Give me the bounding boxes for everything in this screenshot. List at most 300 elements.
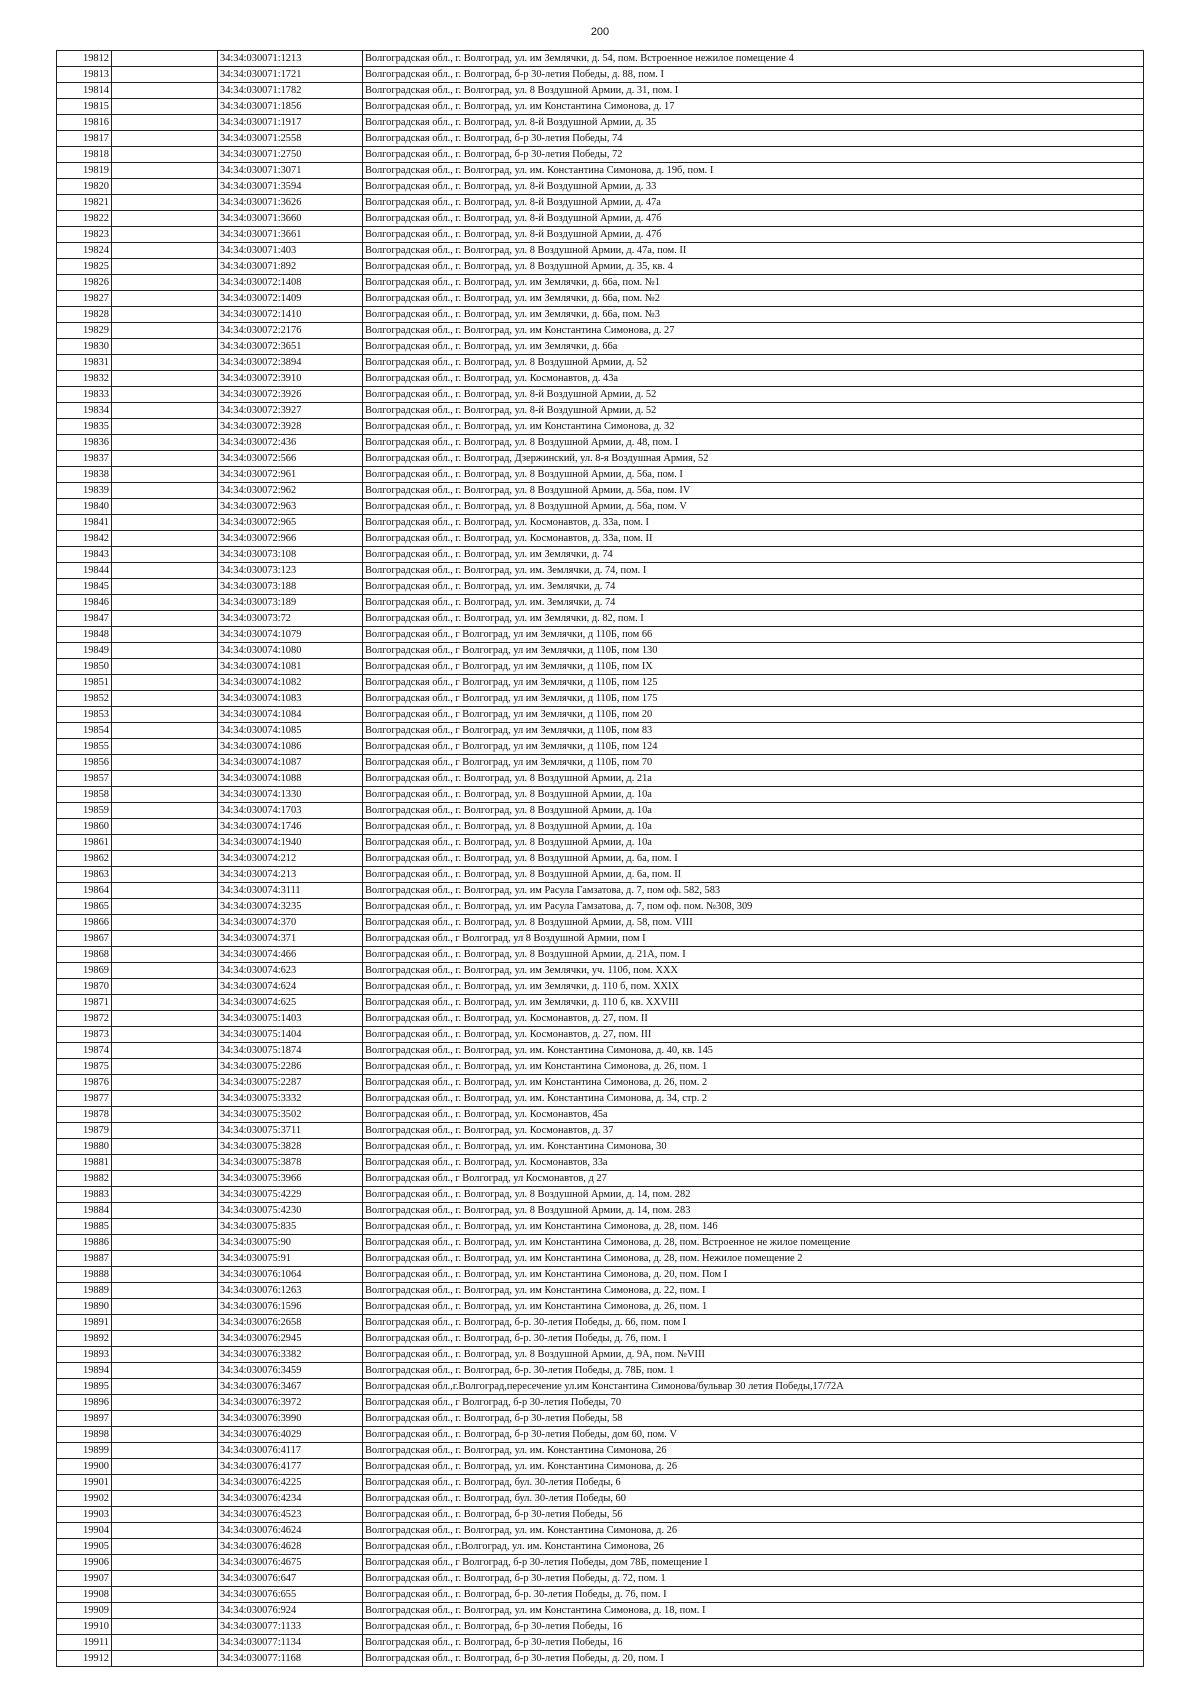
row-number-cell: 19846 [57, 595, 112, 611]
cadastral-number-cell: 34:34:030072:965 [218, 515, 363, 531]
cadastral-number-cell: 34:34:030074:1087 [218, 755, 363, 771]
table-row [57, 723, 1144, 739]
empty-cell [112, 339, 218, 355]
empty-cell [112, 323, 218, 339]
empty-cell [112, 419, 218, 435]
address-cell: Волгоградская обл., г. Волгоград, б-р. 30-летия Победы, д. 78Б, пом. 1 [363, 1363, 1144, 1379]
row-number-cell: 19903 [57, 1507, 112, 1523]
address-cell: Волгоградская обл., г. Волгоград, ул. им Землячки, д. 110 б, пом. XXIX [363, 979, 1144, 995]
empty-cell [112, 723, 218, 739]
table-row [57, 387, 1144, 403]
empty-cell [112, 355, 218, 371]
address-cell: Волгоградская обл., г. Волгоград, ул. им Землячки, д. 110 б, кв. XXVIII [363, 995, 1144, 1011]
table-row [57, 1155, 1144, 1171]
table-row [57, 1507, 1144, 1523]
table-row [57, 691, 1144, 707]
empty-cell [112, 1459, 218, 1475]
row-number-cell: 19885 [57, 1219, 112, 1235]
row-number-cell: 19860 [57, 819, 112, 835]
row-number-cell: 19855 [57, 739, 112, 755]
row-number-cell: 19819 [57, 163, 112, 179]
empty-cell [112, 883, 218, 899]
table-row [57, 1603, 1144, 1619]
address-cell: Волгоградская обл., г. Волгоград, ул. им Константина Симонова, д. 18, пом. I [363, 1603, 1144, 1619]
table-row [57, 1619, 1144, 1635]
empty-cell [112, 947, 218, 963]
cadastral-number-cell: 34:34:030075:4229 [218, 1187, 363, 1203]
address-cell: Волгоградская обл., г. Волгоград, ул. 8-й Воздушной Армии, д. 47а [363, 195, 1144, 211]
row-number-cell: 19817 [57, 131, 112, 147]
row-number-cell: 19864 [57, 883, 112, 899]
cadastral-number-cell: 34:34:030071:1856 [218, 99, 363, 115]
address-cell: Волгоградская обл., г. Волгоград, ул. 8 Воздушной Армии, д. 31, пом. I [363, 83, 1144, 99]
empty-cell [112, 451, 218, 467]
row-number-cell: 19866 [57, 915, 112, 931]
address-cell: Волгоградская обл., г. Волгоград, ул. 8 Воздушной Армии, д. 58, пом. VIII [363, 915, 1144, 931]
cadastral-number-cell: 34:34:030076:3467 [218, 1379, 363, 1395]
row-number-cell: 19844 [57, 563, 112, 579]
empty-cell [112, 1315, 218, 1331]
address-cell: Волгоградская обл., г. Волгоград, ул. им Землячки, д. 54, пом. Встроенное нежилое помещение 4 [363, 51, 1144, 67]
row-number-cell: 19814 [57, 83, 112, 99]
cadastral-number-cell: 34:34:030076:4523 [218, 1507, 363, 1523]
empty-cell [112, 1187, 218, 1203]
address-cell: Волгоградская обл., г Волгоград, ул им Землячки, д 110Б, пом 130 [363, 643, 1144, 659]
cadastral-number-cell: 34:34:030071:403 [218, 243, 363, 259]
row-number-cell: 19823 [57, 227, 112, 243]
table-row [57, 1651, 1144, 1667]
cadastral-number-cell: 34:34:030071:1782 [218, 83, 363, 99]
address-cell: Волгоградская обл., г. Волгоград, ул. им Землячки, д. 66а, пом. №2 [363, 291, 1144, 307]
address-cell: Волгоградская обл., г. Волгоград, ул. 8-й Воздушной Армии, д. 52 [363, 387, 1144, 403]
address-cell: Волгоградская обл., г. Волгоград, б-р 30-летия Победы, 16 [363, 1619, 1144, 1635]
table-row [57, 259, 1144, 275]
empty-cell [112, 227, 218, 243]
cadastral-number-cell: 34:34:030072:1409 [218, 291, 363, 307]
empty-cell [112, 483, 218, 499]
row-number-cell: 19872 [57, 1011, 112, 1027]
cadastral-number-cell: 34:34:030075:835 [218, 1219, 363, 1235]
table-row [57, 1331, 1144, 1347]
table-row [57, 1379, 1144, 1395]
empty-cell [112, 1443, 218, 1459]
cadastral-number-cell: 34:34:030072:963 [218, 499, 363, 515]
cadastral-number-cell: 34:34:030074:3235 [218, 899, 363, 915]
address-cell: Волгоградская обл., г. Волгоград, б-р 30-летия Победы, 16 [363, 1635, 1144, 1651]
row-number-cell: 19889 [57, 1283, 112, 1299]
cadastral-number-cell: 34:34:030076:3972 [218, 1395, 363, 1411]
cadastral-number-cell: 34:34:030071:2750 [218, 147, 363, 163]
address-cell: Волгоградская обл., г. Волгоград, б-р 30-летия Победы, 56 [363, 1507, 1144, 1523]
address-cell: Волгоградская обл., г. Волгоград, ул. 8 Воздушной Армии, д. 35, кв. 4 [363, 259, 1144, 275]
cadastral-number-cell: 34:34:030076:4675 [218, 1555, 363, 1571]
row-number-cell: 19820 [57, 179, 112, 195]
table-row [57, 1171, 1144, 1187]
table-row [57, 947, 1144, 963]
cadastral-number-cell: 34:34:030074:370 [218, 915, 363, 931]
cadastral-number-cell: 34:34:030074:371 [218, 931, 363, 947]
address-cell: Волгоградская обл., г. Волгоград, ул. 8 Воздушной Армии, д. 21А, пом. I [363, 947, 1144, 963]
empty-cell [112, 595, 218, 611]
cadastral-number-cell: 34:34:030076:924 [218, 1603, 363, 1619]
table-row [57, 755, 1144, 771]
table-row [57, 1635, 1144, 1651]
table-row [57, 1283, 1144, 1299]
empty-cell [112, 1635, 218, 1651]
row-number-cell: 19890 [57, 1299, 112, 1315]
table-row [57, 163, 1144, 179]
cadastral-number-cell: 34:34:030074:1330 [218, 787, 363, 803]
row-number-cell: 19886 [57, 1235, 112, 1251]
cadastral-number-cell: 34:34:030075:3332 [218, 1091, 363, 1107]
row-number-cell: 19874 [57, 1043, 112, 1059]
cadastral-number-cell: 34:34:030073:188 [218, 579, 363, 595]
cadastral-number-cell: 34:34:030075:1403 [218, 1011, 363, 1027]
address-cell: Волгоградская обл., г. Волгоград, ул. им. Константина Симонова, д. 26 [363, 1523, 1144, 1539]
empty-cell [112, 835, 218, 851]
row-number-cell: 19821 [57, 195, 112, 211]
empty-cell [112, 211, 218, 227]
address-cell: Волгоградская обл., г. Волгоград, ул. 8 Воздушной Армии, д. 56а, пом. I [363, 467, 1144, 483]
table-row [57, 1027, 1144, 1043]
table-row [57, 1427, 1144, 1443]
address-cell: Волгоградская обл., г. Волгоград, ул. 8 Воздушной Армии, д. 10а [363, 835, 1144, 851]
address-cell: Волгоградская обл., г. Волгоград, ул. им Константина Симонова, д. 26, пом. 2 [363, 1075, 1144, 1091]
table-row [57, 787, 1144, 803]
row-number-cell: 19848 [57, 627, 112, 643]
table-row [57, 915, 1144, 931]
cadastral-number-cell: 34:34:030074:1088 [218, 771, 363, 787]
table-row [57, 835, 1144, 851]
empty-cell [112, 1491, 218, 1507]
row-number-cell: 19847 [57, 611, 112, 627]
empty-cell [112, 1043, 218, 1059]
empty-cell [112, 755, 218, 771]
empty-cell [112, 1219, 218, 1235]
row-number-cell: 19852 [57, 691, 112, 707]
table-row [57, 707, 1144, 723]
row-number-cell: 19868 [57, 947, 112, 963]
table-row [57, 483, 1144, 499]
table-row [57, 1011, 1144, 1027]
cadastral-number-cell: 34:34:030072:961 [218, 467, 363, 483]
address-cell: Волгоградская обл., г. Волгоград, б-р 30-летия Победы, 74 [363, 131, 1144, 147]
row-number-cell: 19884 [57, 1203, 112, 1219]
cadastral-number-cell: 34:34:030076:3990 [218, 1411, 363, 1427]
address-cell: Волгоградская обл., г. Волгоград, ул. им Константина Симонова, д. 22, пом. I [363, 1283, 1144, 1299]
row-number-cell: 19863 [57, 867, 112, 883]
cadastral-number-cell: 34:34:030073:72 [218, 611, 363, 627]
table-row [57, 531, 1144, 547]
empty-cell [112, 1523, 218, 1539]
row-number-cell: 19901 [57, 1475, 112, 1491]
address-cell: Волгоградская обл., г. Волгоград, б-р 30-летия Победы, д. 88, пом. I [363, 67, 1144, 83]
cadastral-number-cell: 34:34:030074:623 [218, 963, 363, 979]
table-row [57, 195, 1144, 211]
address-cell: Волгоградская обл., г. Волгоград, Дзержинский, ул. 8-я Воздушная Армия, 52 [363, 451, 1144, 467]
address-cell: Волгоградская обл., г. Волгоград, б-р 30-летия Победы, 58 [363, 1411, 1144, 1427]
table-row [57, 1395, 1144, 1411]
empty-cell [112, 1475, 218, 1491]
empty-cell [112, 931, 218, 947]
address-cell: Волгоградская обл., г. Волгоград, ул. им Константина Симонова, д. 27 [363, 323, 1144, 339]
row-number-cell: 19881 [57, 1155, 112, 1171]
table-row [57, 451, 1144, 467]
table-row [57, 115, 1144, 131]
table-row [57, 1475, 1144, 1491]
table-row [57, 675, 1144, 691]
cadastral-number-cell: 34:34:030076:3382 [218, 1347, 363, 1363]
row-number-cell: 19907 [57, 1571, 112, 1587]
empty-cell [112, 1347, 218, 1363]
empty-cell [112, 1139, 218, 1155]
row-number-cell: 19833 [57, 387, 112, 403]
empty-cell [112, 547, 218, 563]
row-number-cell: 19839 [57, 483, 112, 499]
empty-cell [112, 1027, 218, 1043]
address-cell: Волгоградская обл., г. Волгоград, ул. Космонавтов, д. 37 [363, 1123, 1144, 1139]
table-row [57, 435, 1144, 451]
empty-cell [112, 275, 218, 291]
empty-cell [112, 1507, 218, 1523]
empty-cell [112, 787, 218, 803]
empty-cell [112, 1331, 218, 1347]
address-cell: Волгоградская обл., г Волгоград, ул им Землячки, д 110Б, пом 70 [363, 755, 1144, 771]
table-row [57, 51, 1144, 67]
table-row [57, 819, 1144, 835]
address-cell: Волгоградская обл., г. Волгоград, бул. 30-летия Победы, 6 [363, 1475, 1144, 1491]
table-row [57, 467, 1144, 483]
cadastral-number-cell: 34:34:030075:1874 [218, 1043, 363, 1059]
address-cell: Волгоградская обл., г. Волгоград, ул. 8 Воздушной Армии, д. 10а [363, 787, 1144, 803]
empty-cell [112, 771, 218, 787]
table-row [57, 627, 1144, 643]
row-number-cell: 19869 [57, 963, 112, 979]
address-cell: Волгоградская обл., г Волгоград, ул Космонавтов, д 27 [363, 1171, 1144, 1187]
row-number-cell: 19853 [57, 707, 112, 723]
empty-cell [112, 291, 218, 307]
row-number-cell: 19815 [57, 99, 112, 115]
row-number-cell: 19851 [57, 675, 112, 691]
empty-cell [112, 403, 218, 419]
table-row [57, 339, 1144, 355]
table-row [57, 1123, 1144, 1139]
row-number-cell: 19882 [57, 1171, 112, 1187]
address-cell: Волгоградская обл., г. Волгоград, ул. им Расула Гамзатова, д. 7, пом оф. пом. №308, 309 [363, 899, 1144, 915]
row-number-cell: 19871 [57, 995, 112, 1011]
address-cell: Волгоградская обл., г. Волгоград, б-р 30-летия Победы, 72 [363, 147, 1144, 163]
empty-cell [112, 1603, 218, 1619]
row-number-cell: 19895 [57, 1379, 112, 1395]
empty-cell [112, 147, 218, 163]
address-cell: Волгоградская обл., г. Волгоград, ул. им Константина Симонова, д. 28, пом. Нежилое помещение 2 [363, 1251, 1144, 1267]
address-cell: Волгоградская обл., г. Волгоград, ул. им Землячки, д. 82, пом. I [363, 611, 1144, 627]
cadastral-number-cell: 34:34:030072:1410 [218, 307, 363, 323]
cadastral-number-cell: 34:34:030074:1703 [218, 803, 363, 819]
empty-cell [112, 643, 218, 659]
row-number-cell: 19888 [57, 1267, 112, 1283]
empty-cell [112, 995, 218, 1011]
row-number-cell: 19843 [57, 547, 112, 563]
cadastral-number-cell: 34:34:030072:566 [218, 451, 363, 467]
empty-cell [112, 1251, 218, 1267]
table-row [57, 1107, 1144, 1123]
empty-cell [112, 867, 218, 883]
table-row [57, 611, 1144, 627]
address-cell: Волгоградская обл., г. Волгоград, ул. 8 Воздушной Армии, д. 47а, пом. II [363, 243, 1144, 259]
cadastral-number-cell: 34:34:030071:3594 [218, 179, 363, 195]
cadastral-number-cell: 34:34:030072:1408 [218, 275, 363, 291]
row-number-cell: 19877 [57, 1091, 112, 1107]
address-cell: Волгоградская обл., г. Волгоград, ул. Космонавтов, 45а [363, 1107, 1144, 1123]
address-cell: Волгоградская обл., г. Волгоград, ул. им. Землячки, д. 74 [363, 595, 1144, 611]
address-cell: Волгоградская обл., г Волгоград, ул им Землячки, д 110Б, пом 20 [363, 707, 1144, 723]
row-number-cell: 19837 [57, 451, 112, 467]
cadastral-number-cell: 34:34:030071:2558 [218, 131, 363, 147]
empty-cell [112, 1011, 218, 1027]
empty-cell [112, 691, 218, 707]
row-number-cell: 19896 [57, 1395, 112, 1411]
cadastral-number-cell: 34:34:030072:2176 [218, 323, 363, 339]
row-number-cell: 19912 [57, 1651, 112, 1667]
cadastral-number-cell: 34:34:030075:2286 [218, 1059, 363, 1075]
empty-cell [112, 115, 218, 131]
empty-cell [112, 515, 218, 531]
empty-cell [112, 563, 218, 579]
table-row [57, 1523, 1144, 1539]
address-cell: Волгоградская обл., г Волгоград, ул 8 Воздушной Армии, пом I [363, 931, 1144, 947]
empty-cell [112, 67, 218, 83]
address-cell: Волгоградская обл., г. Волгоград, ул. 8-й Воздушной Армии, д. 47б [363, 211, 1144, 227]
table-row [57, 275, 1144, 291]
cadastral-number-cell: 34:34:030074:1085 [218, 723, 363, 739]
row-number-cell: 19862 [57, 851, 112, 867]
empty-cell [112, 739, 218, 755]
table-row [57, 1235, 1144, 1251]
cadastral-number-cell: 34:34:030075:3966 [218, 1171, 363, 1187]
cadastral-number-cell: 34:34:030073:189 [218, 595, 363, 611]
table-row [57, 499, 1144, 515]
table-row [57, 1267, 1144, 1283]
empty-cell [112, 131, 218, 147]
empty-cell [112, 499, 218, 515]
address-cell: Волгоградская обл., г. Волгоград, ул. 8 Воздушной Армии, д. 56а, пом. V [363, 499, 1144, 515]
table-row [57, 851, 1144, 867]
row-number-cell: 19856 [57, 755, 112, 771]
address-cell: Волгоградская обл., г Волгоград, ул им Землячки, д 110Б, пом 66 [363, 627, 1144, 643]
empty-cell [112, 963, 218, 979]
cadastral-number-cell: 34:34:030074:213 [218, 867, 363, 883]
row-number-cell: 19909 [57, 1603, 112, 1619]
table-row [57, 1203, 1144, 1219]
row-number-cell: 19829 [57, 323, 112, 339]
row-number-cell: 19875 [57, 1059, 112, 1075]
cadastral-number-cell: 34:34:030075:3502 [218, 1107, 363, 1123]
row-number-cell: 19842 [57, 531, 112, 547]
row-number-cell: 19880 [57, 1139, 112, 1155]
cadastral-number-cell: 34:34:030072:3926 [218, 387, 363, 403]
address-cell: Волгоградская обл., г. Волгоград, ул. им. Землячки, д. 74, пом. I [363, 563, 1144, 579]
empty-cell [112, 1363, 218, 1379]
cadastral-number-cell: 34:34:030076:1263 [218, 1283, 363, 1299]
table-row [57, 579, 1144, 595]
cadastral-number-cell: 34:34:030075:90 [218, 1235, 363, 1251]
address-cell: Волгоградская обл., г Волгоград, ул им Землячки, д 110Б, пом 124 [363, 739, 1144, 755]
table-row [57, 1219, 1144, 1235]
address-cell: Волгоградская обл., г. Волгоград, ул. им Константина Симонова, д. 17 [363, 99, 1144, 115]
cadastral-number-cell: 34:34:030076:3459 [218, 1363, 363, 1379]
row-number-cell: 19824 [57, 243, 112, 259]
table-row [57, 1187, 1144, 1203]
row-number-cell: 19878 [57, 1107, 112, 1123]
cadastral-number-cell: 34:34:030076:4225 [218, 1475, 363, 1491]
empty-cell [112, 707, 218, 723]
address-cell: Волгоградская обл., г. Волгоград, ул. 8-й Воздушной Армии, д. 47б [363, 227, 1144, 243]
table-row [57, 867, 1144, 883]
row-number-cell: 19906 [57, 1555, 112, 1571]
row-number-cell: 19818 [57, 147, 112, 163]
table-row [57, 1043, 1144, 1059]
table-row [57, 1139, 1144, 1155]
registry-table-body [57, 51, 1144, 1667]
row-number-cell: 19905 [57, 1539, 112, 1555]
cadastral-number-cell: 34:34:030075:1404 [218, 1027, 363, 1043]
table-row [57, 243, 1144, 259]
table-row [57, 1539, 1144, 1555]
table-row [57, 659, 1144, 675]
empty-cell [112, 659, 218, 675]
address-cell: Волгоградская обл., г. Волгоград, ул. 8-й Воздушной Армии, д. 35 [363, 115, 1144, 131]
row-number-cell: 19891 [57, 1315, 112, 1331]
table-row [57, 1411, 1144, 1427]
empty-cell [112, 1075, 218, 1091]
address-cell: Волгоградская обл., г. Волгоград, ул. им. Константина Симонова, д. 26 [363, 1459, 1144, 1475]
address-cell: Волгоградская обл., г. Волгоград, б-р. 30-летия Победы, д. 76, пом. I [363, 1331, 1144, 1347]
cadastral-number-cell: 34:34:030073:123 [218, 563, 363, 579]
cadastral-number-cell: 34:34:030072:436 [218, 435, 363, 451]
cadastral-number-cell: 34:34:030074:624 [218, 979, 363, 995]
table-row [57, 563, 1144, 579]
cadastral-number-cell: 34:34:030076:2658 [218, 1315, 363, 1331]
cadastral-number-cell: 34:34:030074:1086 [218, 739, 363, 755]
cadastral-number-cell: 34:34:030074:625 [218, 995, 363, 1011]
address-cell: Волгоградская обл., г. Волгоград, ул. 8 Воздушной Армии, д. 6а, пом. II [363, 867, 1144, 883]
row-number-cell: 19822 [57, 211, 112, 227]
address-cell: Волгоградская обл., г. Волгоград, ул. им Расула Гамзатова, д. 7, пом оф. 582, 583 [363, 883, 1144, 899]
empty-cell [112, 1411, 218, 1427]
empty-cell [112, 307, 218, 323]
table-row [57, 771, 1144, 787]
address-cell: Волгоградская обл., г. Волгоград, ул. 8 Воздушной Армии, д. 14, пом. 283 [363, 1203, 1144, 1219]
table-row [57, 1571, 1144, 1587]
empty-cell [112, 163, 218, 179]
cadastral-number-cell: 34:34:030074:1083 [218, 691, 363, 707]
row-number-cell: 19812 [57, 51, 112, 67]
cadastral-number-cell: 34:34:030072:3910 [218, 371, 363, 387]
row-number-cell: 19876 [57, 1075, 112, 1091]
empty-cell [112, 675, 218, 691]
row-number-cell: 19857 [57, 771, 112, 787]
table-row [57, 931, 1144, 947]
row-number-cell: 19910 [57, 1619, 112, 1635]
row-number-cell: 19870 [57, 979, 112, 995]
cadastral-number-cell: 34:34:030071:3661 [218, 227, 363, 243]
cadastral-number-cell: 34:34:030075:3711 [218, 1123, 363, 1139]
empty-cell [112, 387, 218, 403]
table-row [57, 1555, 1144, 1571]
cadastral-number-cell: 34:34:030076:655 [218, 1587, 363, 1603]
cadastral-number-cell: 34:34:030076:2945 [218, 1331, 363, 1347]
